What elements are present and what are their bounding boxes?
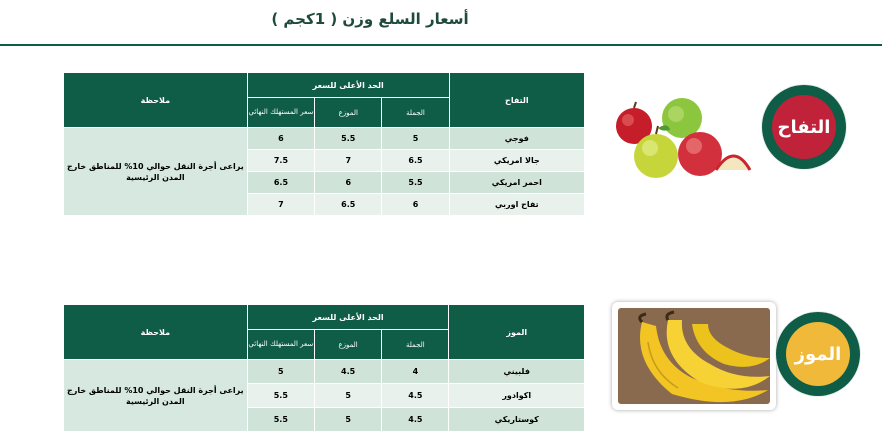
variety-name: جالا امريكي	[450, 150, 584, 171]
banana-badge	[776, 312, 860, 396]
consumer-price: 6.5	[248, 172, 314, 193]
apple-price-table	[63, 72, 585, 216]
consumer-price: 7.5	[248, 150, 314, 171]
consumer-header: سعر المستهلك النهائي	[248, 98, 314, 127]
note-text: يراعى أجرة النقل حوالي 10% للمناطق خارج المدن الرئيسية	[64, 360, 247, 431]
distributor-header: الموزع	[315, 330, 381, 359]
note-header: ملاحظة	[64, 73, 247, 127]
table-row	[64, 128, 584, 149]
table-row	[64, 360, 584, 383]
apple-badge-label: التفاح	[772, 95, 836, 159]
wholesale-price: 4	[382, 360, 448, 383]
note-header: ملاحظة	[64, 305, 247, 359]
variety-name: اكوادور	[449, 384, 584, 407]
wholesale-price: 6.5	[382, 150, 448, 171]
variety-name: تفاح اوربي	[450, 194, 584, 215]
distributor-price: 7	[315, 150, 381, 171]
wholesale-price: 6	[382, 194, 448, 215]
consumer-header: سعر المستهلك النهائي	[248, 330, 314, 359]
variety-name: فوجي	[450, 128, 584, 149]
variety-name: احمر امريكي	[450, 172, 584, 193]
apple-badge	[762, 85, 846, 169]
consumer-price: 5.5	[248, 384, 314, 407]
consumer-price: 5	[248, 360, 314, 383]
wholesale-price: 5.5	[382, 172, 448, 193]
note-text: يراعى أجرة النقل حوالي 10% للمناطق خارج المدن الرئيسية	[64, 128, 247, 215]
max-price-header: الحد الأعلى للسعر	[248, 305, 449, 329]
consumer-price: 5.5	[248, 408, 314, 431]
page-title: أسعار السلع وزن ( 1كجم )	[271, 10, 469, 28]
banana-price-table	[63, 304, 585, 432]
max-price-header: الحد الأعلى للسعر	[248, 73, 449, 97]
title-divider	[0, 44, 882, 46]
wholesale-price: 5	[382, 128, 448, 149]
wholesale-header: الجملة	[382, 98, 448, 127]
wholesale-price: 4.5	[382, 384, 448, 407]
consumer-price: 7	[248, 194, 314, 215]
apple-table-header: التفاح	[450, 73, 584, 127]
distributor-header: الموزع	[315, 98, 381, 127]
wholesale-price: 4.5	[382, 408, 448, 431]
banana-badge-label: الموز	[786, 322, 850, 386]
distributor-price: 5	[315, 408, 381, 431]
distributor-price: 4.5	[315, 360, 381, 383]
distributor-price: 6	[315, 172, 381, 193]
wholesale-header: الجملة	[382, 330, 448, 359]
variety-name: كوستاريكي	[449, 408, 584, 431]
variety-name: فلبيني	[449, 360, 584, 383]
banana-table-header: الموز	[449, 305, 584, 359]
consumer-price: 6	[248, 128, 314, 149]
distributor-price: 5	[315, 384, 381, 407]
apple-image	[610, 96, 758, 184]
banana-image	[612, 302, 776, 410]
distributor-price: 6.5	[315, 194, 381, 215]
distributor-price: 5.5	[315, 128, 381, 149]
